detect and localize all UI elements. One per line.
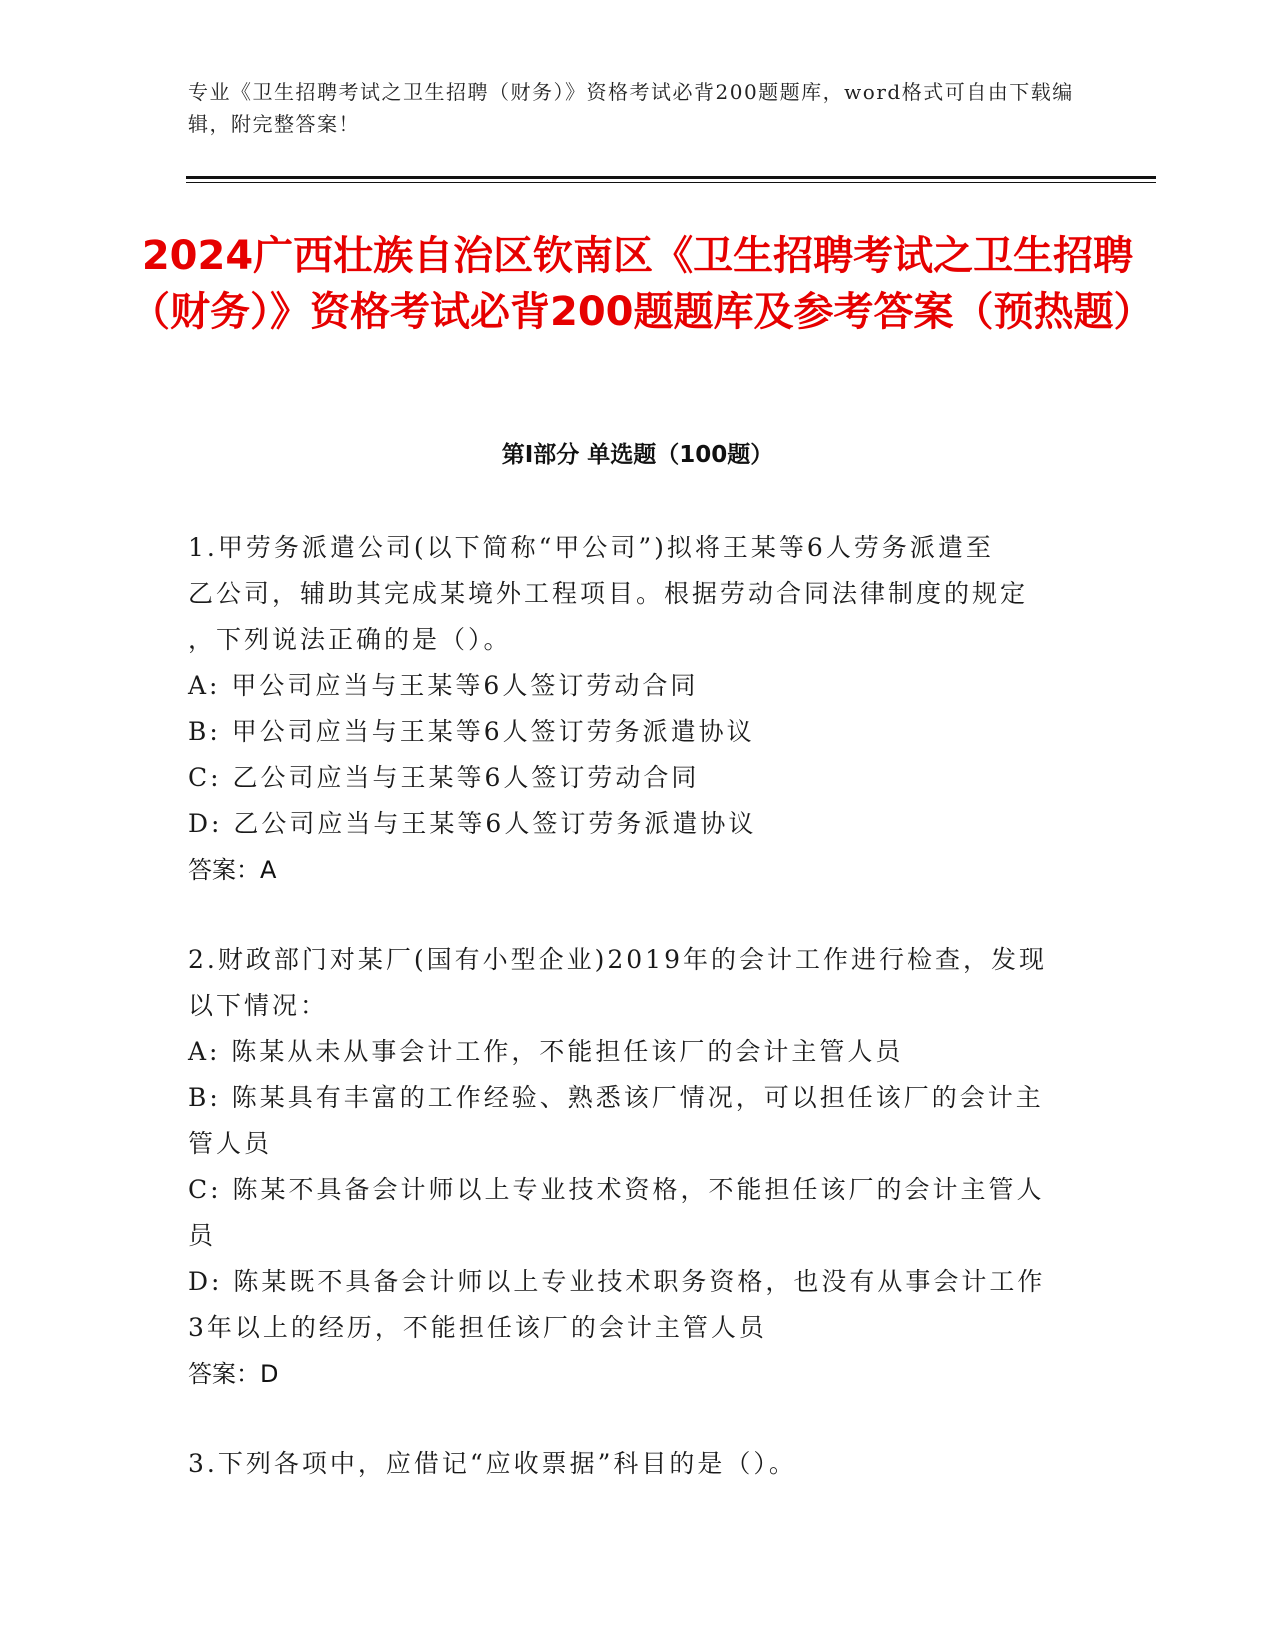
option-b: B: 陈某具有丰富的工作经验、熟悉该厂情况，可以担任该厂的会计主 [188,1083,1044,1112]
document-title: 2024广西壮族自治区钦南区《卫生招聘考试之卫生招聘（财务）》资格考试必背200题题库及参考答案（预热题） [130,233,1154,335]
question-line: 1.甲劳务派遣公司(以下简称“甲公司”)拟将王某等6人劳务派遣至 [188,533,994,562]
question-line: ，下列说法正确的是（）。 [188,625,512,654]
question-line: 以下情况： [188,991,329,1020]
option-d: D: 乙公司应当与王某等6人签订劳务派遣协议 [188,809,757,838]
question-line: 2.财政部门对某厂(国有小型企业)2019年的会计工作进行检查，发现 [188,945,1047,974]
answer: 答案：A [188,856,277,884]
header-divider-thick [186,176,1156,179]
option-d: D: 陈某既不具备会计师以上专业技术职务资格，也没有从事会计工作 [188,1267,1046,1296]
option-c: C: 乙公司应当与王某等6人签订劳动合同 [188,763,700,792]
question-2 [188,937,1068,1397]
option-b-continued: 管人员 [188,1129,273,1158]
question-line: 乙公司，辅助其完成某境外工程项目。根据劳动合同法律制度的规定 [188,579,1029,608]
question-1 [188,525,1068,893]
section-title: 第I部分 单选题（100题） [501,442,774,468]
header-divider-thin [186,182,1156,183]
option-c-continued: 员 [188,1221,217,1250]
option-a: A: 陈某从未从事会计工作，不能担任该厂的会计主管人员 [188,1037,904,1066]
option-d-continued: 3年以上的经历，不能担任该厂的会计主管人员 [188,1313,767,1342]
question-list [188,525,1068,1531]
option-b: B: 甲公司应当与王某等6人签订劳务派遣协议 [188,717,755,746]
question-line: 3.下列各项中，应借记“应收票据”科目的是（）。 [188,1449,797,1478]
question-3 [188,1441,1068,1487]
option-a: A: 甲公司应当与王某等6人签订劳动合同 [188,671,699,700]
option-c: C: 陈某不具备会计师以上专业技术资格，不能担任该厂的会计主管人 [188,1175,1045,1204]
header-note: 专业《卫生招聘考试之卫生招聘（财务）》资格考试必背200题题库，word格式可自由下载编辑，附完整答案！ [188,80,1074,136]
answer: 答案：D [188,1360,279,1388]
